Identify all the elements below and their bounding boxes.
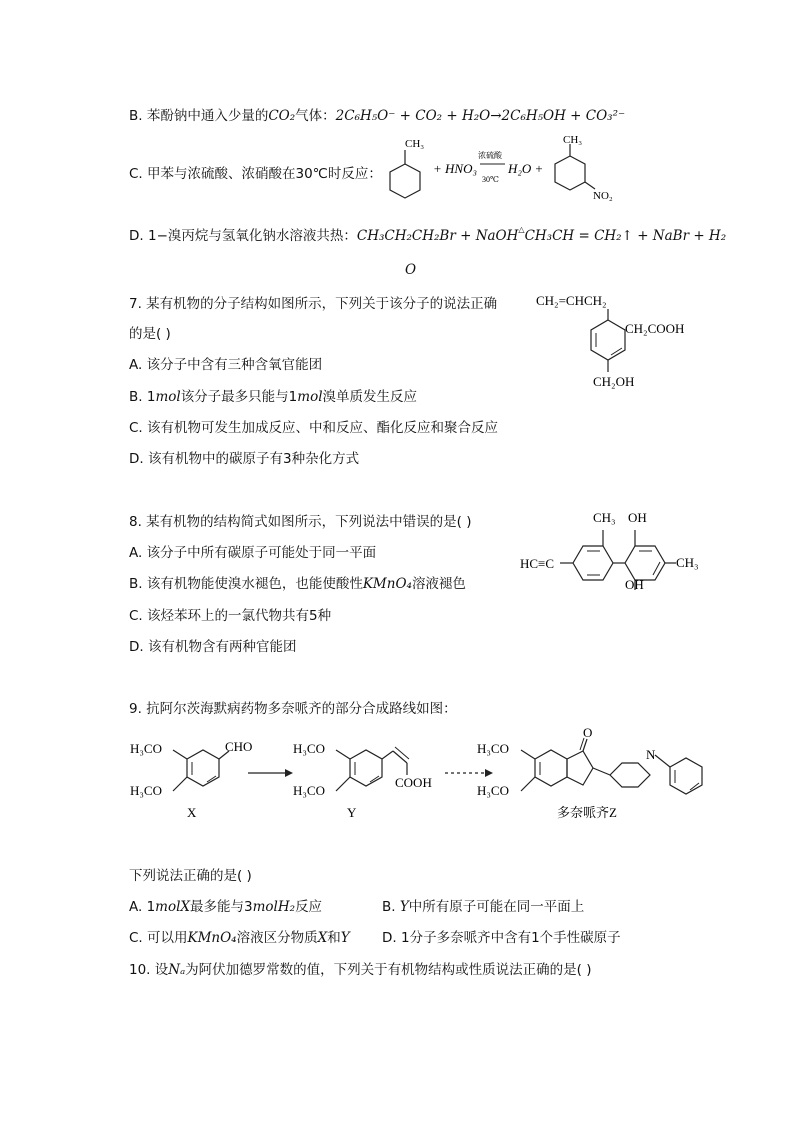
label-y: Y <box>347 805 357 820</box>
carboxyl-label: COOH <box>395 775 432 790</box>
y-h3co-2: H₃CO <box>293 783 325 798</box>
ring1-ch3: CH₃ <box>593 510 616 525</box>
q9-b-y: Y <box>399 899 409 915</box>
q9-a-molh2: molH₂ <box>252 899 296 915</box>
q9-a-post: 反应 <box>295 899 323 915</box>
z-h3co-1: H₃CO <box>477 741 509 756</box>
q7-structure-figure <box>533 288 713 398</box>
q9-synthesis-route <box>125 725 725 835</box>
q9-a-molx: molX <box>155 899 191 915</box>
q8-b-post: 溶液褪色 <box>411 576 466 592</box>
nitrotoluene-structure <box>555 134 613 202</box>
q9-stem: 9. 抗阿尔茨海默病药物多奈哌齐的部分合成路线如图： <box>129 701 457 717</box>
water-label: H₂O + <box>508 161 544 176</box>
avogadro-constant: Nₐ <box>168 962 186 978</box>
q6-c-text: C. 甲苯与浓硫酸、浓硝酸在30℃时反应： <box>129 166 382 182</box>
q6-b-equation: 2C₆H₅O⁻ + CO₂ + H₂O→2C₆H₅OH + CO₃²⁻ <box>335 108 626 124</box>
q6-option-c <box>129 162 382 182</box>
q10-post: 为阿伏加德罗常数的值，下列关于有机物结构或性质说法正确的是( ) <box>185 962 592 978</box>
q7-b-mol: mol <box>155 389 181 405</box>
no2-label: NO₂ <box>593 190 613 202</box>
compound-x <box>130 739 252 820</box>
product-ch3: CH₃ <box>563 134 583 146</box>
q6-d-tail: O <box>405 262 417 278</box>
x-h3co-1: H₃CO <box>130 741 162 756</box>
z-h3co-2: H₃CO <box>477 783 509 798</box>
q7-stem-2: 的是( ) <box>129 326 171 342</box>
q6-d-equation: CH₃CH₂CH₂Br + NaOH <box>356 228 519 244</box>
q7-b-mid: 该分子最多只能与1 <box>180 389 298 405</box>
q8-stem: 8. 某有机物的结构简式如图所示，下列说法中错误的是( ) <box>129 514 472 530</box>
q10-pre: 10. 设 <box>129 962 169 978</box>
q7-option-d: D. 该有机物中的碳原子有3种杂化方式 <box>129 451 360 467</box>
q7-b-post: 溴单质发生反应 <box>322 389 418 405</box>
q8-option-d: D. 该有机物含有两种官能团 <box>129 639 297 655</box>
q10-stem <box>129 958 591 978</box>
q6-d-equation-2: CH₃CH = CH₂↑ + NaBr + H₂ <box>524 228 727 244</box>
q9-b-pre: B. <box>382 899 400 915</box>
q8-structure-figure <box>518 500 718 595</box>
q6-d-text: D. 1−溴丙烷与氢氧化钠水溶液共热： <box>129 228 357 244</box>
q8-option-c: C. 该烃苯环上的一氯代物共有5种 <box>129 608 332 624</box>
q8-option-b <box>129 572 466 592</box>
q9-a-pre: A. 1 <box>129 899 156 915</box>
ring2-ch3: CH₃ <box>676 555 699 570</box>
nitration-equation-figure <box>385 134 635 206</box>
q6-b-text: B. 苯酚钠中通入少量的 <box>129 108 269 124</box>
temperature-label: 30℃ <box>482 175 499 184</box>
q9-c-y: Y <box>340 930 350 946</box>
q9-option-c <box>129 926 350 946</box>
q9-c-kmno4: KMnO₄ <box>187 930 237 946</box>
q7-b-mol-2: mol <box>297 389 323 405</box>
ethynyl-label: HC≡C <box>520 556 555 571</box>
hno3-label: + HNO₃ <box>433 161 477 176</box>
x-h3co-2: H₃CO <box>130 783 162 798</box>
toluene-structure <box>390 138 424 198</box>
kmno4-formula: KMnO₄ <box>362 576 412 592</box>
y-h3co-1: H₃CO <box>293 741 325 756</box>
ketone-o-label: O <box>583 725 593 740</box>
q9-a-mid: 最多能与3 <box>190 899 253 915</box>
acetic-acid-group-label: CH₂COOH <box>625 321 685 336</box>
toluene-ch3: CH₃ <box>405 138 425 150</box>
q7-option-b <box>129 385 417 405</box>
oh-top-label: OH <box>628 510 647 525</box>
q8-b-pre: B. 该有机物能使溴水褪色，也能使酸性 <box>129 576 363 592</box>
q9-prompt: 下列说法正确的是( ) <box>129 868 252 884</box>
q9-c-pre: C. 可以用 <box>129 930 188 946</box>
q9-c-mid: 溶液区分物质 <box>236 930 318 946</box>
q7-option-a: A. 该分子中含有三种含氧官能团 <box>129 357 323 373</box>
heat-symbol: △ <box>518 225 525 234</box>
aldehyde-label: CHO <box>225 739 253 754</box>
q6-option-d <box>129 224 726 244</box>
catalyst-label: 浓硫酸 <box>478 151 502 160</box>
allyl-group-label: CH₂=CHCH₂ <box>536 293 607 308</box>
compound-y <box>293 741 432 820</box>
q6-b-mid: 气体： <box>295 108 336 124</box>
q7-b-pre: B. 1 <box>129 389 156 405</box>
q9-option-d: D. 1分子多奈哌齐中含有1个手性碳原子 <box>382 930 621 946</box>
q9-c-and: 和 <box>327 930 341 946</box>
hydroxymethyl-label: CH₂OH <box>593 374 635 389</box>
co2-formula: CO₂ <box>268 108 296 124</box>
q9-option-a <box>129 895 322 915</box>
q9-c-x: X <box>317 930 328 946</box>
q6-option-b <box>129 104 625 124</box>
compound-z <box>477 725 702 820</box>
q8-option-a: A. 该分子中所有碳原子可能处于同一平面 <box>129 545 377 561</box>
label-z: 多奈哌齐Z <box>557 805 617 820</box>
piperidine-n-label: N <box>646 747 656 762</box>
q9-b-post: 中所有原子可能在同一平面上 <box>408 899 585 915</box>
q7-option-c: C. 该有机物可发生加成反应、中和反应、酯化反应和聚合反应 <box>129 420 499 436</box>
q9-option-b <box>382 895 584 915</box>
oh-bottom-label: OH <box>625 577 644 592</box>
label-x: X <box>187 805 197 820</box>
q7-stem: 7. 某有机物的分子结构如图所示，下列关于该分子的说法正确 <box>129 296 498 312</box>
